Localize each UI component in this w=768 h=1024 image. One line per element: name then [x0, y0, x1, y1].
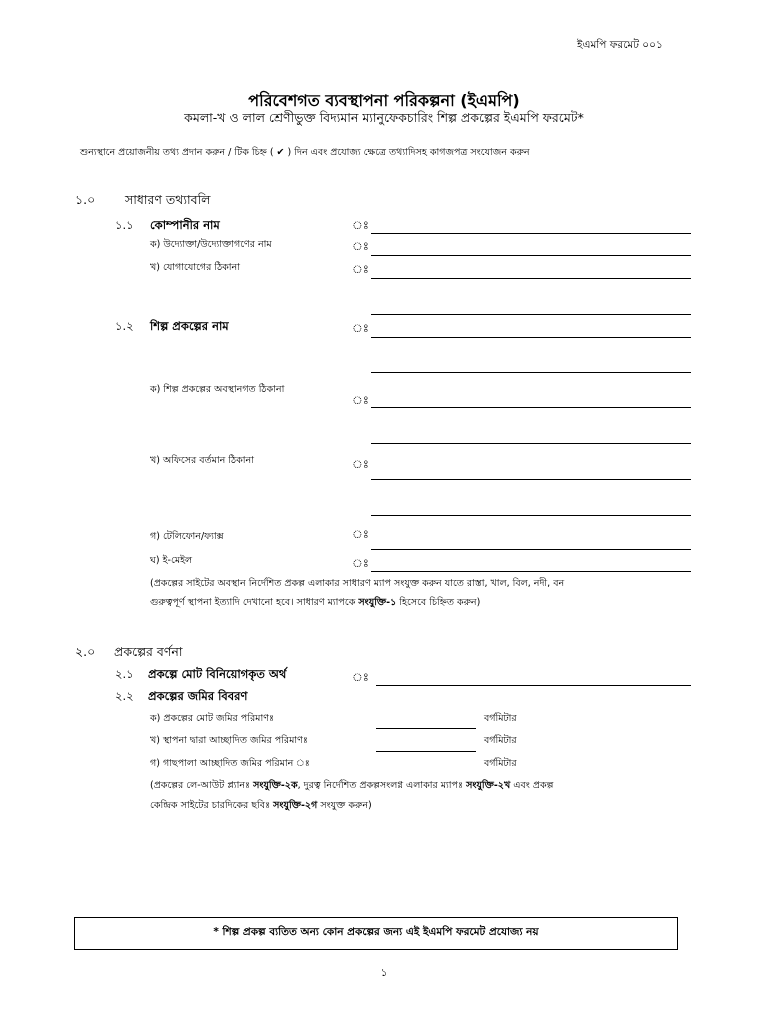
colon: ঃ [352, 527, 369, 541]
note-text: , দুরত্ব নির্দেশিত প্রকল্পসংলগ্ন এলাকার ম্যাপঃ [297, 780, 467, 791]
email-label: ঘ) ই-মেইল [150, 555, 193, 566]
project-name-field-line-2[interactable] [371, 372, 691, 373]
colon: ঃ [352, 239, 369, 253]
note-text: (প্রকল্পের লে-আউট প্ল্যানঃ [150, 780, 254, 791]
footer-note: * শিল্প প্রকল্প ব্যতিত অন্য কোন প্রকল্পের জন্য এই ইএমপি ফরমেট প্রযোজ্য নয় [213, 926, 539, 938]
project-location-field[interactable] [371, 407, 691, 408]
total-investment-label: প্রকল্পে মোট বিনিয়োগকৃত অর্থ [148, 667, 287, 681]
colon: ঃ [352, 670, 369, 684]
telephone-fax-label: গ) টেলিফোন/ফ্যাক্স [150, 531, 224, 542]
email-field[interactable] [371, 571, 691, 572]
tick-mark-icon: ✔ [276, 147, 285, 158]
section-1-2-number: ১.২ [115, 319, 134, 333]
colon: ঃ [352, 393, 369, 407]
entrepreneur-name-field[interactable] [371, 255, 691, 256]
format-code: ইএমপি ফরমেট ০০১ [577, 39, 663, 51]
section-2-1-number: ২.১ [115, 667, 134, 681]
attachment-2a-ref: সংযুক্তি-২ক [253, 780, 298, 791]
attachment-2c-ref: সংযুক্তি-২গ [273, 800, 318, 811]
telephone-fax-field[interactable] [371, 549, 691, 550]
section-2-note-line-2 [150, 799, 372, 814]
project-location-address-label: ক) শিল্প প্রকল্পের অবস্থানগত ঠিকানা [150, 384, 285, 395]
unit-square-meter: বর্গমিটার [484, 713, 517, 724]
section-2-note-line-1 [150, 779, 553, 794]
section-1-note-line-2 [150, 596, 480, 611]
office-address-label: খ) অফিসের বর্তমান ঠিকানা [150, 455, 254, 466]
section-1-1-number: ১.১ [115, 218, 134, 232]
colon: ঃ [352, 457, 369, 471]
vegetation-covered-land-label: গ) গাছপালা আচ্ছাদিত জমির পরিমান ঃ [150, 758, 310, 769]
instruction-text-end: ) দিন এবং প্রযোজ্য ক্ষেত্রে তথ্যাদিসহ কাগজপত্র সংযোজন করুন [287, 147, 530, 158]
total-investment-field[interactable] [376, 685, 691, 686]
total-land-area-label: ক) প্রকল্পের মোট জমির পরিমাণঃ [150, 713, 275, 724]
note-text: হিসেবে চিহ্নিত করুন) [396, 597, 481, 608]
section-1-number: ১.০ [75, 192, 96, 207]
contact-address-field[interactable] [371, 278, 691, 279]
entrepreneur-name-label: ক) উদ্যোক্তা/উদ্যোক্তাগণের নাম [150, 239, 272, 250]
project-name-field[interactable] [371, 337, 691, 338]
structure-covered-land-field[interactable] [376, 751, 476, 752]
note-text: গুরুত্বপূর্ণ স্থাপনা ইত্যাদি দেখানো হবে। সাধারণ ম্যাপকে [150, 597, 359, 608]
contact-address-field-line-2[interactable] [371, 314, 691, 315]
attachment-1-ref: সংযুক্তি-১ [358, 597, 397, 608]
structure-covered-land-label: খ) স্থাপনা দ্বারা আচ্ছাদিত জমির পরিমাণঃ [150, 735, 308, 746]
company-name-label: কোম্পানীর নাম [150, 218, 220, 232]
attachment-2b-ref: সংযুক্তি-২খ [466, 780, 511, 791]
industrial-project-name-label: শিল্প প্রকল্পের নাম [150, 319, 229, 333]
note-text: এবং প্রকল্প [510, 780, 554, 791]
unit-square-meter: বর্গমিটার [484, 758, 517, 769]
contact-address-label: খ) যোগাযোগের ঠিকানা [150, 262, 240, 273]
page-number: ১ [380, 967, 388, 979]
office-address-field-line-2[interactable] [371, 515, 691, 516]
colon: ঃ [352, 556, 369, 570]
land-description-label: প্রকল্পের জমির বিবরণ [148, 689, 248, 703]
section-2-title: প্রকল্পের বর্ণনা [114, 644, 183, 659]
page-subtitle: কমলা-খ ও লাল শ্রেণীভুক্ত বিদ্যমান ম্যানুফেকচারিং শিল্প প্রকল্পের ইএমপি ফরমেট* [184, 110, 584, 125]
note-text: কেন্দ্রিক সাইটের চারদিকের ছবিঃ [150, 800, 274, 811]
unit-square-meter: বর্গমিটার [484, 735, 517, 746]
instruction-line [80, 146, 530, 161]
section-1-note-line-1: (প্রকল্পের সাইটের অবস্থান নির্দেশিত প্রকল্প এলাকার সাধারণ ম্যাপ সংযুক্ত করুন যাতে রাস্তা, খাল, বিল, নদী, বন [150, 578, 565, 589]
colon: ঃ [352, 218, 369, 232]
office-address-field[interactable] [371, 479, 691, 480]
company-name-field[interactable] [371, 233, 691, 234]
page-title: পরিবেশগত ব্যবস্থাপনা পরিকল্পনা (ইএমপি) [248, 91, 520, 110]
instruction-text-start: শুন্যস্থানে প্রয়োজনীয় তথ্য প্রদান করুন / টিক চিহ্ন ( [80, 147, 274, 158]
colon: ঃ [352, 321, 369, 335]
section-1-title: সাধারণ তথ্যাবলি [125, 192, 211, 207]
section-2-number: ২.০ [75, 644, 96, 659]
section-2-2-number: ২.২ [115, 689, 134, 703]
note-text: সংযুক্ত করুন) [317, 800, 372, 811]
project-location-field-line-2[interactable] [371, 443, 691, 444]
colon: ঃ [352, 262, 369, 276]
total-land-area-field[interactable] [376, 728, 476, 729]
